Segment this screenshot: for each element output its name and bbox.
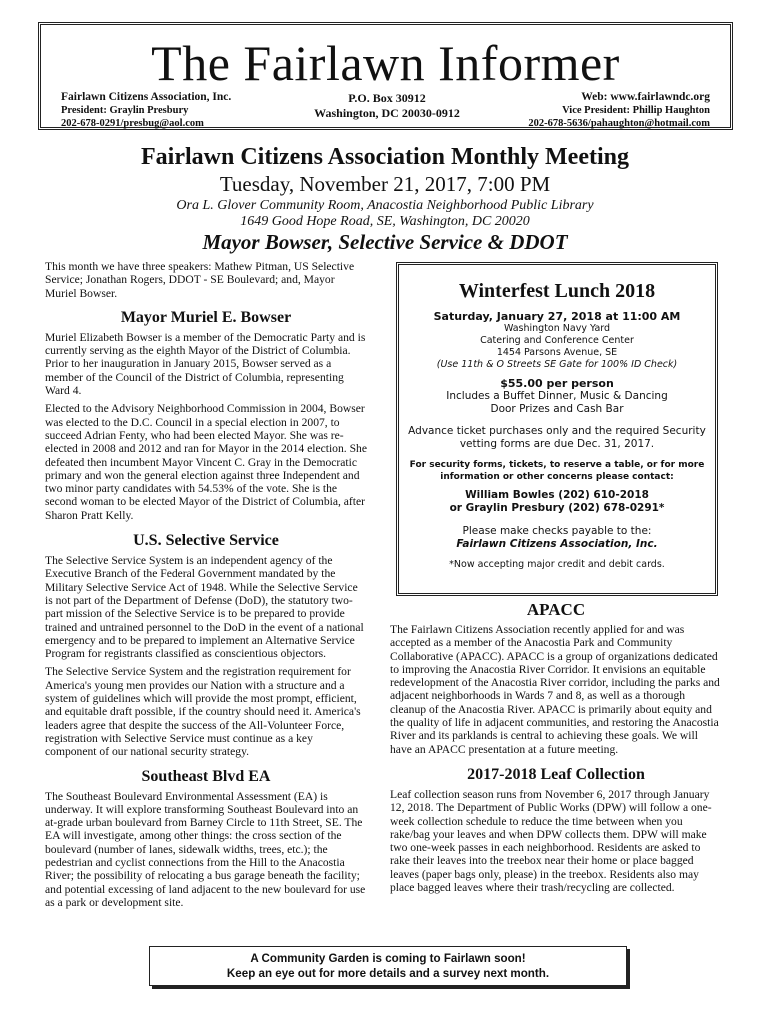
meeting-title: Fairlawn Citizens Association Monthly Meeting <box>141 144 629 170</box>
venue-line3: 1454 Parsons Avenue, SE <box>496 347 618 358</box>
city-zip: Washington, DC 20030-0912 <box>314 106 460 120</box>
banner-line2: Keep an eye out for more details and a survey next month. <box>226 967 550 980</box>
right-column <box>390 600 722 899</box>
contact-1: William Bowles (202) 610-2018 <box>465 489 649 501</box>
selective-service-paragraph-2: The Selective Service System and the registration requirement for America's young men provides our Nation with a structure and a system of guidelines which will provide the most prompt, efficient, and equitable draft possible, if the country should need it. America's leaders agree that despite the success of the All-Volunteer Force, registration with Selective Service must continue as a key component of our national security strategy. <box>45 665 361 759</box>
winterfest-title: Winterfest Lunch 2018 <box>458 280 656 302</box>
po-box: P.O. Box 30912 <box>348 91 426 105</box>
newsletter-title: The Fairlawn Informer <box>151 35 620 91</box>
southeast-blvd-heading: Southeast Blvd EA <box>141 767 271 785</box>
cards-note: *Now accepting major credit and debit cards. <box>449 559 665 570</box>
includes-line1: Includes a Buffet Dinner, Music & Dancing <box>446 390 668 402</box>
selective-service-paragraph-1: The Selective Service System is an independent agency of the Executive Branch of the Federal Government mandated by the Military Selective Service Act of 1948. While the Selective Service is not part of the Department of Defense (DoD), the statutory two-part mission of the Selective Service is to be prepared to provide trained and untrained personnel to the DoD in the event of a national emergency and to be prepared to implement an Alternative Service Program for registrants classified as conscientious objectors. <box>45 554 364 661</box>
president-contact: 202-678-0291/presbug@aol.com <box>61 118 204 129</box>
venue-line2: Catering and Conference Center <box>480 335 634 346</box>
banner-line1: A Community Garden is coming to Fairlawn soon! <box>250 952 526 965</box>
selective-service-heading: U.S. Selective Service <box>133 532 279 550</box>
masthead-address <box>287 91 487 121</box>
apacc-heading: APACC <box>526 600 586 619</box>
contact-2: or Graylin Presbury (202) 678-0291* <box>449 502 665 514</box>
gate-note: (Use 11th & O Streets SE Gate for 100% ID Check) <box>436 359 678 370</box>
winterfest-date: Saturday, January 27, 2018 at 11:00 AM <box>433 310 681 323</box>
winterfest-venue <box>399 323 715 371</box>
leaf-collection-heading: 2017-2018 Leaf Collection <box>467 765 645 783</box>
website: Web: www.fairlawndc.org <box>581 91 710 103</box>
bowser-paragraph-2: Elected to the Advisory Neighborhood Commission in 2004, Bowser was elected to the D.C. Council in a special election in 2007, to succeed Adrian Fenty, who had been elected Mayor. She was re-elected in 2008 and 2012 and ran for Mayor in the 2014 election. She defeated then incumbent Mayor Vincent C. Gray in the Democratic primary and won the general election against three Independent and two minor party candidates with 54.53% of the vote. She is the second woman to be elected Mayor of the District of Columbia, after Sharon Pratt Kelly. <box>45 402 367 522</box>
meeting-location-line2: 1649 Good Hope Road, SE, Washington, DC 20020 <box>240 214 530 229</box>
speakers-headline: Mayor Bowser, Selective Service & DDOT <box>202 230 568 254</box>
southeast-blvd-paragraph: The Southeast Boulevard Environmental Assessment (EA) is underway. It will explore transforming Southeast Boulevard into an at-grade urban boulevard from Barney Circle to 11th Street, SE. The EA will investigate, among other things: the cross section of the boulevard (number of lanes, sidewalk widths, trees, etc.); the pedestrian and cyclist connections from the Hill to the Anacostia River; the possibility of relocating a bus garage beneath the facility; and potential excessing of land adjacent to the new boulevard for use as a park or development site. <box>45 789 366 909</box>
community-garden-banner <box>149 946 627 986</box>
left-column <box>45 260 367 914</box>
president-name: President: Graylin Presbury <box>61 105 189 116</box>
masthead-left <box>61 91 231 130</box>
includes-line2: Door Prizes and Cash Bar <box>490 403 624 415</box>
checks-note: Please make checks payable to the: <box>462 525 652 537</box>
meeting-location <box>0 198 770 230</box>
meeting-location-line1: Ora L. Glover Community Room, Anacostia Neighborhood Public Library <box>176 198 594 213</box>
contact-list <box>399 489 715 515</box>
ticket-price: $55.00 per person <box>500 377 614 390</box>
masthead-right <box>528 91 710 130</box>
apacc-paragraph: The Fairlawn Citizens Association recently applied for and was accepted as a member of the Anacostia Park and Community Collaborative (APACC). APACC is a group of organizations dedicated to improving the Anacostia River Corridor. It envisions an equitable redevelopment of the Anacostia River corridor, including the parks and adjacent neighborhoods in Wards 7 and 8, as well as a thorough cleanup of the Anacostia River. APACC is primarily about equity and the quality of life in adjacent communities, and restoring the Anacostia River and its parklands is central to achieving these goals. We will have an APACC presentation at a future meeting. <box>390 623 720 756</box>
masthead <box>38 22 733 130</box>
bowser-heading: Mayor Muriel E. Bowser <box>120 308 292 326</box>
winterfest-box <box>396 262 718 596</box>
bowser-paragraph-1: Muriel Elizabeth Bowser is a member of the Democratic Party and is currently serving as the eighth Mayor of the District of Columbia. Prior to her inauguration in January 2015, Bowser served as a member of the Council of the District of Columbia, representing Ward 4. <box>45 330 366 398</box>
advance-purchase-note: Advance ticket purchases only and the required Security vetting forms are due Dec. 31, 2017. <box>408 425 706 450</box>
check-payee: Fairlawn Citizens Association, Inc. <box>456 538 658 550</box>
meeting-date: Tuesday, November 21, 2017, 7:00 PM <box>219 172 551 196</box>
security-contact-note: For security forms, tickets, to reserve a table, or for more information or other concerns please contact: <box>409 460 705 482</box>
intro-paragraph: This month we have three speakers: Mathew Pitman, US Selective Service; Jonathan Rogers, DDOT - SE Boulevard; and, Mayor Muriel Bowser. <box>45 260 355 300</box>
vice-president-name: Vice President: Phillip Haughton <box>562 105 710 116</box>
vice-president-contact: 202-678-5636/pahaughton@hotmail.com <box>528 118 710 129</box>
leaf-collection-paragraph: Leaf collection season runs from November 6, 2017 through January 12, 2018. The Department of Public Works (DPW) will follow a one-week collection schedule to reduce the time between when you rake/bag your leaves and when DPW collects them. DPW will make two one-week passes in each neighborhood. Residents are asked to rake their leaves into the treebox near their home or place bagged leaves (paper bags only, please) in the treebox. Residents also may place bagged leaves where their trash/recycling are collected. <box>390 787 712 895</box>
venue-line1: Washington Navy Yard <box>503 323 611 334</box>
org-name: Fairlawn Citizens Association, Inc. <box>61 91 232 103</box>
